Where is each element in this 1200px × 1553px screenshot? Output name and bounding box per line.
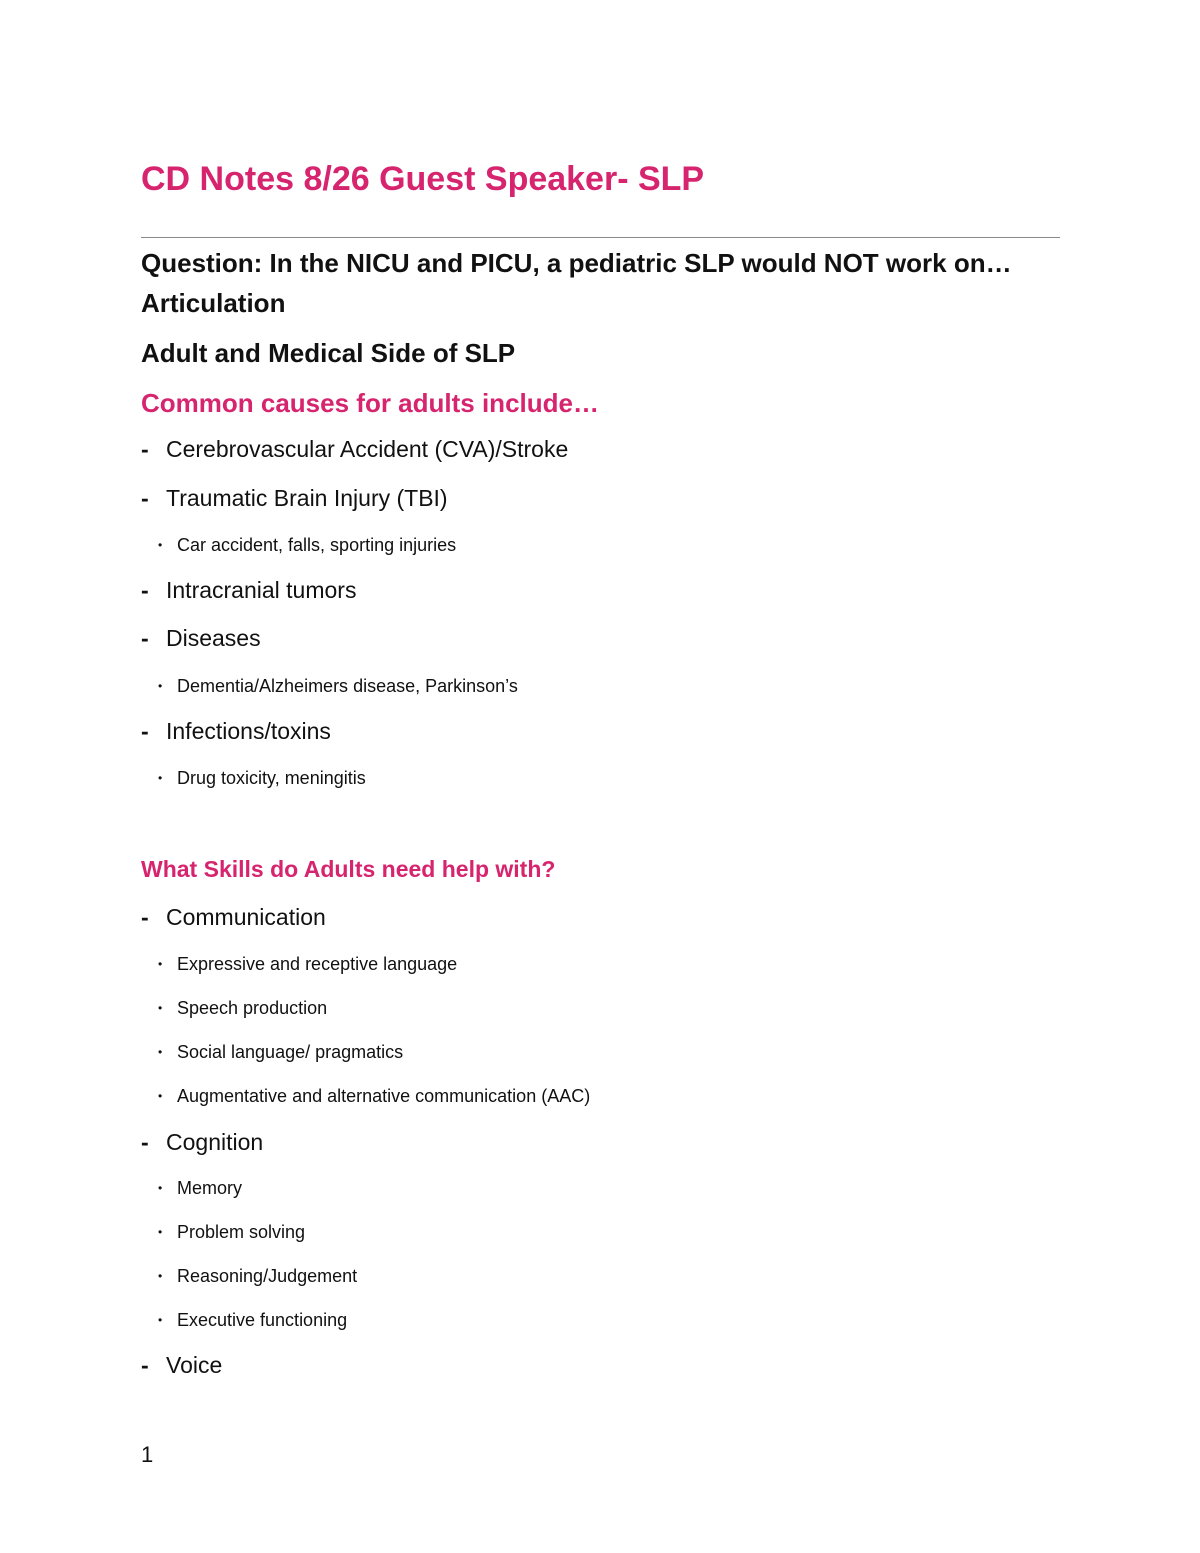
list-item-text: Communication: [166, 904, 326, 930]
dash-marker: -: [141, 625, 149, 651]
dash-marker: -: [141, 1129, 149, 1155]
sub-list-item-text: Dementia/Alzheimers disease, Parkinson’s: [177, 676, 518, 696]
dash-marker: -: [141, 436, 149, 462]
title-divider: [141, 237, 1060, 238]
sub-list-item: [158, 535, 456, 556]
sub-list-item: [158, 998, 327, 1019]
sub-list-item-text: Drug toxicity, meningitis: [177, 768, 366, 788]
sub-list-item: [158, 676, 518, 697]
list-item-text: Infections/toxins: [166, 718, 331, 744]
list-item: [141, 577, 356, 604]
bullet-marker: •: [158, 1313, 163, 1327]
sub-list-item-text: Executive functioning: [177, 1310, 348, 1330]
sub-list-item: [158, 954, 457, 975]
sub-list-item: [158, 1310, 347, 1331]
section-heading: Adult and Medical Side of SLP: [141, 338, 516, 368]
question-text: Question: In the NICU and PICU, a pediatric SLP would NOT work on… Articulation: [141, 248, 1012, 318]
bullet-marker: •: [158, 1181, 163, 1195]
list-item-text: Traumatic Brain Injury (TBI): [166, 485, 448, 511]
sub-list-item-text: Speech production: [177, 998, 328, 1018]
sub-list-item-text: Social language/ pragmatics: [177, 1042, 404, 1062]
bullet-marker: •: [158, 538, 163, 552]
list-item-text: Voice: [166, 1352, 223, 1378]
list-item: [141, 485, 448, 512]
list-item: [141, 436, 568, 463]
sub-list-item-text: Expressive and receptive language: [177, 954, 458, 974]
bullet-marker: •: [158, 771, 163, 785]
skills-heading: What Skills do Adults need help with?: [141, 856, 556, 882]
causes-heading: Common causes for adults include…: [141, 388, 599, 418]
dash-marker: -: [141, 718, 149, 744]
bullet-marker: •: [158, 1089, 163, 1103]
sub-list-item: [158, 1222, 305, 1243]
sub-list-item: [158, 1086, 590, 1107]
sub-list-item-text: Problem solving: [177, 1222, 306, 1242]
sub-list-item-text: Memory: [177, 1178, 243, 1198]
sub-list-item: [158, 1178, 242, 1199]
sub-list-item: [158, 1266, 357, 1287]
list-item: [141, 625, 261, 652]
bullet-marker: •: [158, 1269, 163, 1283]
sub-list-item: [158, 768, 366, 789]
list-item-text: Intracranial tumors: [166, 577, 357, 603]
page-title: CD Notes 8/26 Guest Speaker- SLP: [141, 160, 705, 198]
dash-marker: -: [141, 577, 149, 603]
list-item-text: Cognition: [166, 1129, 264, 1155]
list-item: [141, 1129, 263, 1156]
list-item: [141, 1352, 222, 1379]
sub-list-item: [158, 1042, 403, 1063]
sub-list-item-text: Reasoning/Judgement: [177, 1266, 358, 1286]
dash-marker: -: [141, 1352, 149, 1378]
list-item: [141, 718, 331, 745]
list-item-text: Diseases: [166, 625, 261, 651]
bullet-marker: •: [158, 1045, 163, 1059]
list-item-text: Cerebrovascular Accident (CVA)/Stroke: [166, 436, 569, 462]
dash-marker: -: [141, 485, 149, 511]
bullet-marker: •: [158, 1225, 163, 1239]
dash-marker: -: [141, 904, 149, 930]
list-item: [141, 904, 326, 931]
sub-list-item-text: Augmentative and alternative communication (AAC): [177, 1086, 591, 1106]
bullet-marker: •: [158, 957, 163, 971]
page-number: 1: [141, 1442, 154, 1467]
bullet-marker: •: [158, 1001, 163, 1015]
bullet-marker: •: [158, 679, 163, 693]
sub-list-item-text: Car accident, falls, sporting injuries: [177, 535, 457, 555]
